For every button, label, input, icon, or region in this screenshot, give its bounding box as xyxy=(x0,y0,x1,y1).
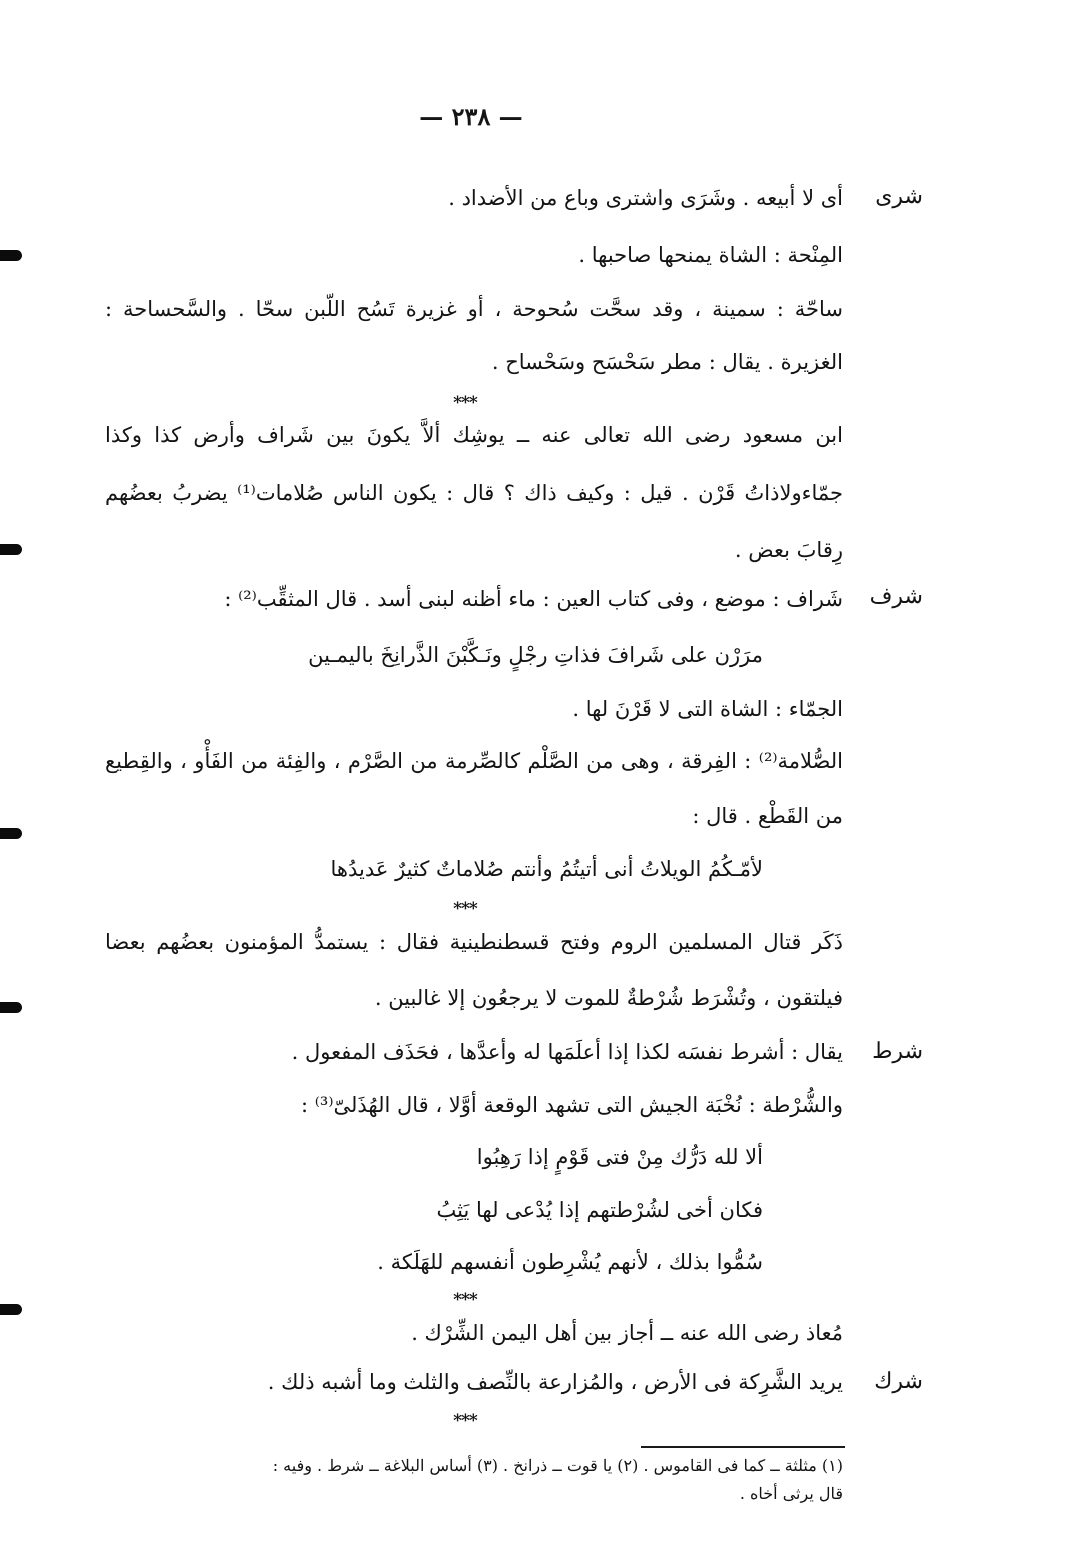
text-line: والشُّرْطة : نُخْبَة الجيش التى تشهد الوقعة أوَّلا ، قال الهُذَلىّ⁽³⁾ : xyxy=(300,1093,843,1117)
verse-line: فكان أخى لشُرْطتهم إذا يُدْعى لها يَثِبُ xyxy=(436,1198,763,1222)
text-line: يقال : أشرط نفسَه لكذا إذا أعلَمَها له وأعدَّها ، فحَذَف المفعول . xyxy=(291,1040,843,1064)
text-line: ساحّة : سمينة ، وقد سحَّت سُحوحة ، أو غزيرة تَسُح اللّبن سحّا . والسَّحساحة : xyxy=(105,297,843,321)
margin-headword: شرك xyxy=(874,1369,923,1394)
text-line: سُمُّوا بذلك ، لأنهم يُشْرِطون أنفسهم للهَلَكة . xyxy=(377,1250,763,1274)
margin-headword: شرى xyxy=(875,184,923,209)
section-separator: *** xyxy=(453,1290,477,1310)
text-line: من القَطْع . قال : xyxy=(692,804,843,828)
footnote-line: قال يرثى أخاه . xyxy=(739,1484,843,1503)
binding-mark xyxy=(0,544,22,555)
binding-mark xyxy=(0,250,22,261)
footnote-divider xyxy=(641,1446,845,1448)
text-line: يريد الشَّرِكة فى الأرض ، والمُزارعة بالنِّصف والثلث وما أشبه ذلك . xyxy=(267,1370,843,1394)
text-line: الغزيرة . يقال : مطر سَحْسَح وسَحْساح . xyxy=(491,350,843,374)
text-line: جمّاءولاذاتُ قَرْن . قيل : وكيف ذاك ؟ قال : يكون الناس صُلامات⁽¹⁾ يضربُ بعضُهم xyxy=(105,481,843,505)
text-line: أى لا أبيعه . وشَرَى واشترى وباع من الأضداد . xyxy=(448,186,843,210)
page-number: — ٢٣٨ — xyxy=(419,102,523,131)
margin-headword: شرف xyxy=(869,584,923,609)
section-separator: *** xyxy=(453,899,477,919)
text-line: مُعاذ رضى الله عنه ــ أجاز بين أهل اليمن الشِّرْك . xyxy=(411,1321,843,1345)
text-line: الصُّلامة⁽²⁾ : الفِرقة ، وهى من الصَّلْم كالصِّرمة من الصَّرْم ، والفِئة من الفَأْو ، والقِطيع xyxy=(105,749,843,773)
section-separator: *** xyxy=(453,393,477,413)
text-line: الجمّاء : الشاة التى لا قَرْنَ لها . xyxy=(572,697,843,721)
margin-headword: شرط xyxy=(872,1039,923,1064)
verse-line: مرَرْن على شَرافَ فذاتِ رجْلٍ ونَـكَّبْنَ الذَّرانِخَ باليمـين xyxy=(308,643,763,667)
text-line: شَراف : موضع ، وفى كتاب العين : ماء أظنه لبنى أسد . قال المثقِّب⁽²⁾ : xyxy=(224,587,843,611)
text-line: رِقابَ بعض . xyxy=(734,538,843,562)
text-line: ذَكَر قتال المسلمين الروم وفتح قسطنطينية فقال : يستمدُّ المؤمنون بعضُهم بعضا xyxy=(105,930,843,954)
verse-line: لأمّـكُمُ الويلاتُ أنى أتيتُمُ وأنتم صُلاماتٌ كثيرٌ عَديدُها xyxy=(330,857,763,881)
text-line: فيلتقون ، وتُشْرَط شُرْطةٌ للموت لا يرجعُون إلا غالبين . xyxy=(374,986,843,1010)
footnote-line: (١) مثلثة ــ كما فى القاموس . (٢) يا قوت ــ ذرانخ . (٣) أساس البلاغة ــ شرط . وفيه : xyxy=(272,1456,843,1475)
section-separator: *** xyxy=(453,1411,477,1431)
text-line: المِنْحة : الشاة يمنحها صاحبها . xyxy=(578,243,843,267)
text-line: ابن مسعود رضى الله تعالى عنه ــ يوشِك ألاَّ يكونَ بين شَراف وأرض كذا وكذا xyxy=(105,423,843,447)
verse-line: ألا لله دَرُّك مِنْ فتى قَوْمٍ إذا رَهِبُوا xyxy=(476,1145,763,1169)
binding-mark xyxy=(0,1002,22,1013)
binding-mark xyxy=(0,828,22,839)
